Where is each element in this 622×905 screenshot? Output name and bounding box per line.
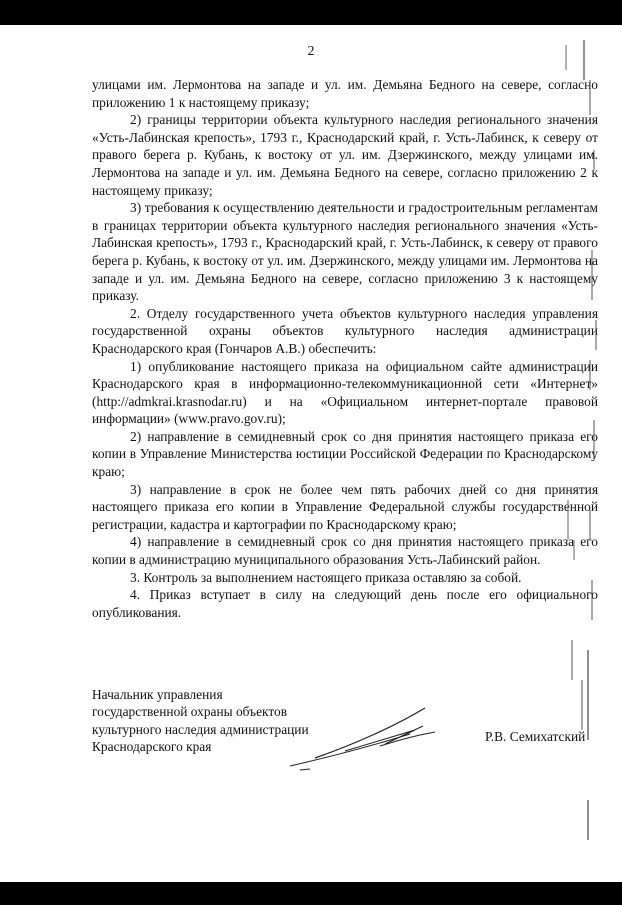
paragraph-rosreestr: 3) направление в срок не более чем пять рабочих дней со дня принятия настоящего приказа его копии в Управление Федеральной службы государственной регистрации, кадастра и картографии по Краснодарскому краю; <box>92 481 598 532</box>
paragraph-territory-borders: 2) границы территории объекта культурного наследия регионального значения «Усть-Лабинская крепость», 1793 г., Краснодарский край, г. Усть-Лабинск, к северу от правого берега р. Кубань, к востоку от ул. им. Дзержинского, между улицами им. Лермонтова на западе и ул. им. Демьяна Бедного на севере, согласно приложению 2 к настоящему приказу; <box>92 112 598 198</box>
handwritten-signature <box>285 696 445 776</box>
scan-artifact-lines <box>560 40 600 880</box>
paragraph-department-tasks: 2. Отделу государственного учета объектов культурного наследия управления государственной охраны объектов культурного наследия администрации Краснодарского края (Гончаров А.В.) обеспечить: <box>92 305 598 356</box>
paragraph-effective-date: 4. Приказ вступает в силу на следующий день после его официального опубликования. <box>92 587 598 620</box>
position-line: культурного наследия администрации <box>92 721 309 737</box>
position-line: Начальник управления <box>92 687 223 702</box>
position-line: Краснодарского края <box>92 739 212 755</box>
paragraph-control: 3. Контроль за выполнением настоящего приказа оставляю за собой. <box>130 569 522 585</box>
scan-bottom-border <box>0 882 622 905</box>
scan-top-border <box>0 0 622 25</box>
paragraph-ministry-justice: 2) направление в семидневный срок со дня принятия настоящего приказа его копии в Управление Министерства юстиции Российской Федерации по Краснодарскому краю; <box>92 428 598 480</box>
paragraph-municipality: 4) направление в семидневный срок со дня принятия настоящего приказа его копии в администрацию муниципального образования Усть-Лабинский район. <box>92 534 598 568</box>
document-body <box>92 76 598 621</box>
paragraph-continuation: улицами им. Лермонтова на западе и ул. им. Демьяна Бедного на севере, согласно приложению 1 к настоящему приказу; <box>92 77 598 110</box>
signer-name: Р.В. Семихатский <box>485 729 586 744</box>
page-number: 2 <box>307 44 315 59</box>
paragraph-requirements: 3) требования к осуществлению деятельности и градостроительным регламентам в границах территории объекта культурного наследия регионального значения «Усть-Лабинская крепость», 1793 г., Краснодарский край, г. Усть-Лабинск, к северу от правого берега р. Кубань, к востоку от ул. им. Дзержинского, между улицами им. Лермонтова на западе и ул. им. Демьяна Бедного на севере, согласно приложению 3 к настоящему приказу. <box>92 200 598 304</box>
paragraph-publication: 1) опубликование настоящего приказа на официальном сайте администрации Краснодарского края в информационно-телекоммуникационной сети «Интернет» (http://admkrai.krasnodar.ru) и на «Официальном интернет-портале правовой информации» (www.pravo.gov.ru); <box>92 358 598 427</box>
position-line: государственной охраны объектов <box>92 704 288 720</box>
